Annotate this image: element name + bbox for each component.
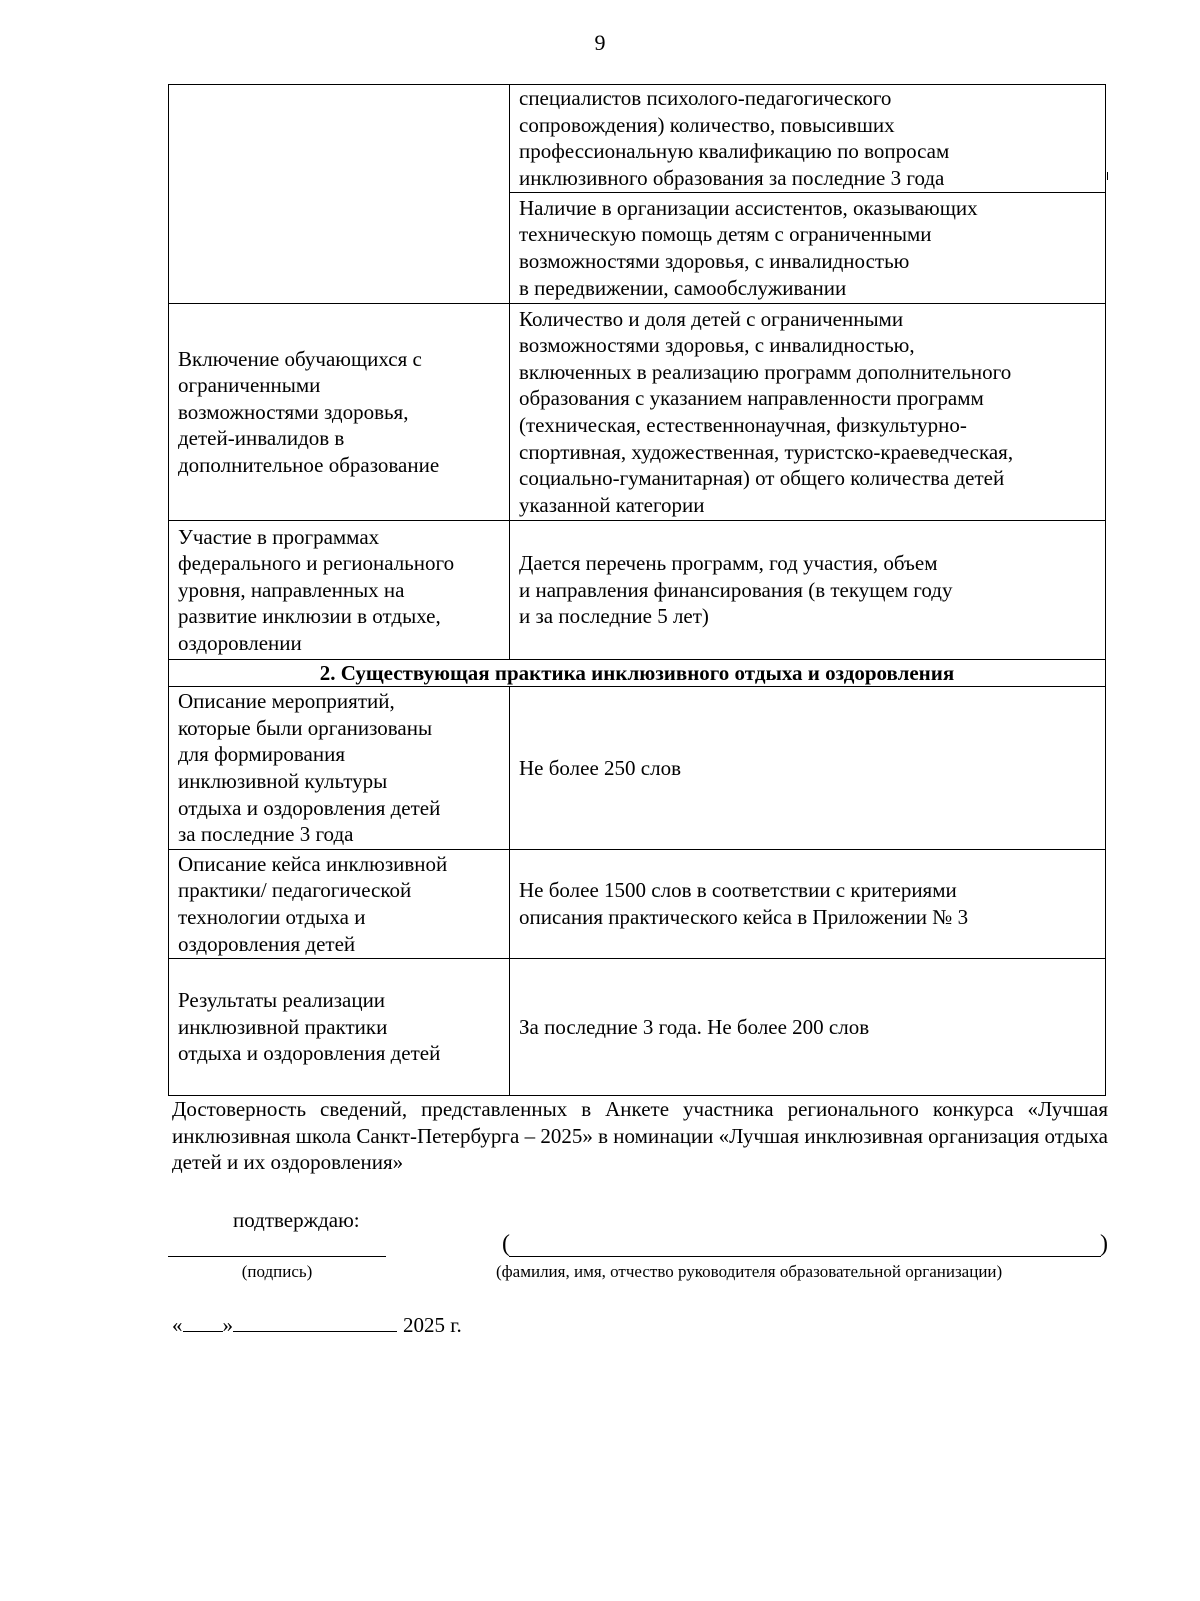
- table-cell-right: [510, 304, 1106, 521]
- table-cell-left: [169, 521, 510, 660]
- table-cell-right: [510, 687, 1106, 850]
- table-row: [169, 959, 1106, 1096]
- programs-participation-text: Дается перечень программ, год участия, объем и направления финансирования (в текущем году и за последние 5 лет): [519, 551, 953, 629]
- date-close-quote: »: [222, 1313, 233, 1337]
- results-label: Результаты реализации инклюзивной практики отдыха и оздоровления детей: [178, 988, 441, 1066]
- table-row: [169, 850, 1106, 959]
- inclusion-additional-education-label: Включение обучающихся с ограниченными возможностями здоровья, детей-инвалидов в дополнительное образование: [178, 346, 440, 477]
- results-limit: За последние 3 года. Не более 200 слов: [519, 1014, 870, 1039]
- table-cell-left: [169, 85, 510, 304]
- table-cell-left: [169, 850, 510, 959]
- director-name-line[interactable]: [509, 1256, 1101, 1257]
- name-paren-open: (: [502, 1231, 510, 1257]
- signature-line[interactable]: [168, 1256, 386, 1257]
- date-day-field[interactable]: [183, 1311, 223, 1332]
- table-cell-right: [510, 521, 1106, 660]
- inclusion-additional-education-text: Количество и доля детей с ограниченными возможностями здоровья, с инвалидностью, включенных в реализацию программ дополнительного образования с указанием направленности программ (техническая, естественнонаучная, физкультурно- спортивная, художественная, туристско-краеведческая, социально-гуманитарная) от общего количества детей указанной категории: [519, 306, 1014, 517]
- events-description-label: Описание мероприятий, которые были организованы для формирования инклюзивной культуры отдыха и оздоровления детей за последние 3 года: [178, 689, 441, 847]
- date-row: [172, 1311, 462, 1338]
- signature-caption: (подпись): [241, 1262, 313, 1281]
- table-cell-left: [169, 959, 510, 1096]
- application-form-table: [168, 84, 1106, 1096]
- table-row: [169, 687, 1106, 850]
- specialists-qualification-text: специалистов психолого-педагогического сопровождения) количество, повысивших профессиональную квалификацию по вопросам инклюзивного образования за последние 3 года: [519, 86, 950, 190]
- table-cell-right: [510, 193, 1106, 304]
- authenticity-statement: Достоверность сведений, представленных в Анкете участника регионального конкурса «Лучшая инклюзивная школа Санкт-Петербурга – 2025» в номинации «Лучшая инклюзивная организация отдыха детей и их оздоровления»: [172, 1097, 1108, 1175]
- table-cell-right: [510, 959, 1106, 1096]
- programs-participation-label: Участие в программах федерального и регионального уровня, направленных на развитие инклюзии в отдыхе, оздоровлении: [178, 524, 455, 655]
- case-description-label: Описание кейса инклюзивной практики/ педагогической технологии отдыха и оздоровления детей: [178, 851, 448, 956]
- events-description-limit: Не более 250 слов: [519, 755, 681, 780]
- date-month-field[interactable]: [233, 1311, 397, 1332]
- name-paren-close: ): [1100, 1231, 1108, 1257]
- table-row: [169, 85, 1106, 193]
- confirm-label: подтверждаю:: [233, 1208, 360, 1232]
- table-cell-left: [169, 687, 510, 850]
- date-year: 2025 г.: [403, 1313, 462, 1337]
- table-cell-right: [510, 850, 1106, 959]
- table-row: [169, 521, 1106, 660]
- margin-mark: [1107, 172, 1111, 180]
- table-cell-left: [169, 304, 510, 521]
- date-open-quote: «: [172, 1313, 183, 1337]
- section-heading-row: [169, 660, 1106, 687]
- assistants-text: Наличие в организации ассистентов, оказывающих техническую помощь детям с ограниченными возможностями здоровья, с инвалидностью в передвижении, самообслуживании: [519, 195, 978, 300]
- page-number: 9: [594, 30, 606, 55]
- case-description-limit: Не более 1500 слов в соответствии с критериями описания практического кейса в Приложении № 3: [519, 878, 969, 929]
- table-row: [169, 304, 1106, 521]
- director-name-caption: (фамилия, имя, отчество руководителя образовательной организации): [496, 1262, 1003, 1281]
- table-cell-right: [510, 85, 1106, 193]
- section-2-heading: 2. Существующая практика инклюзивного отдыха и оздоровления: [169, 660, 1106, 687]
